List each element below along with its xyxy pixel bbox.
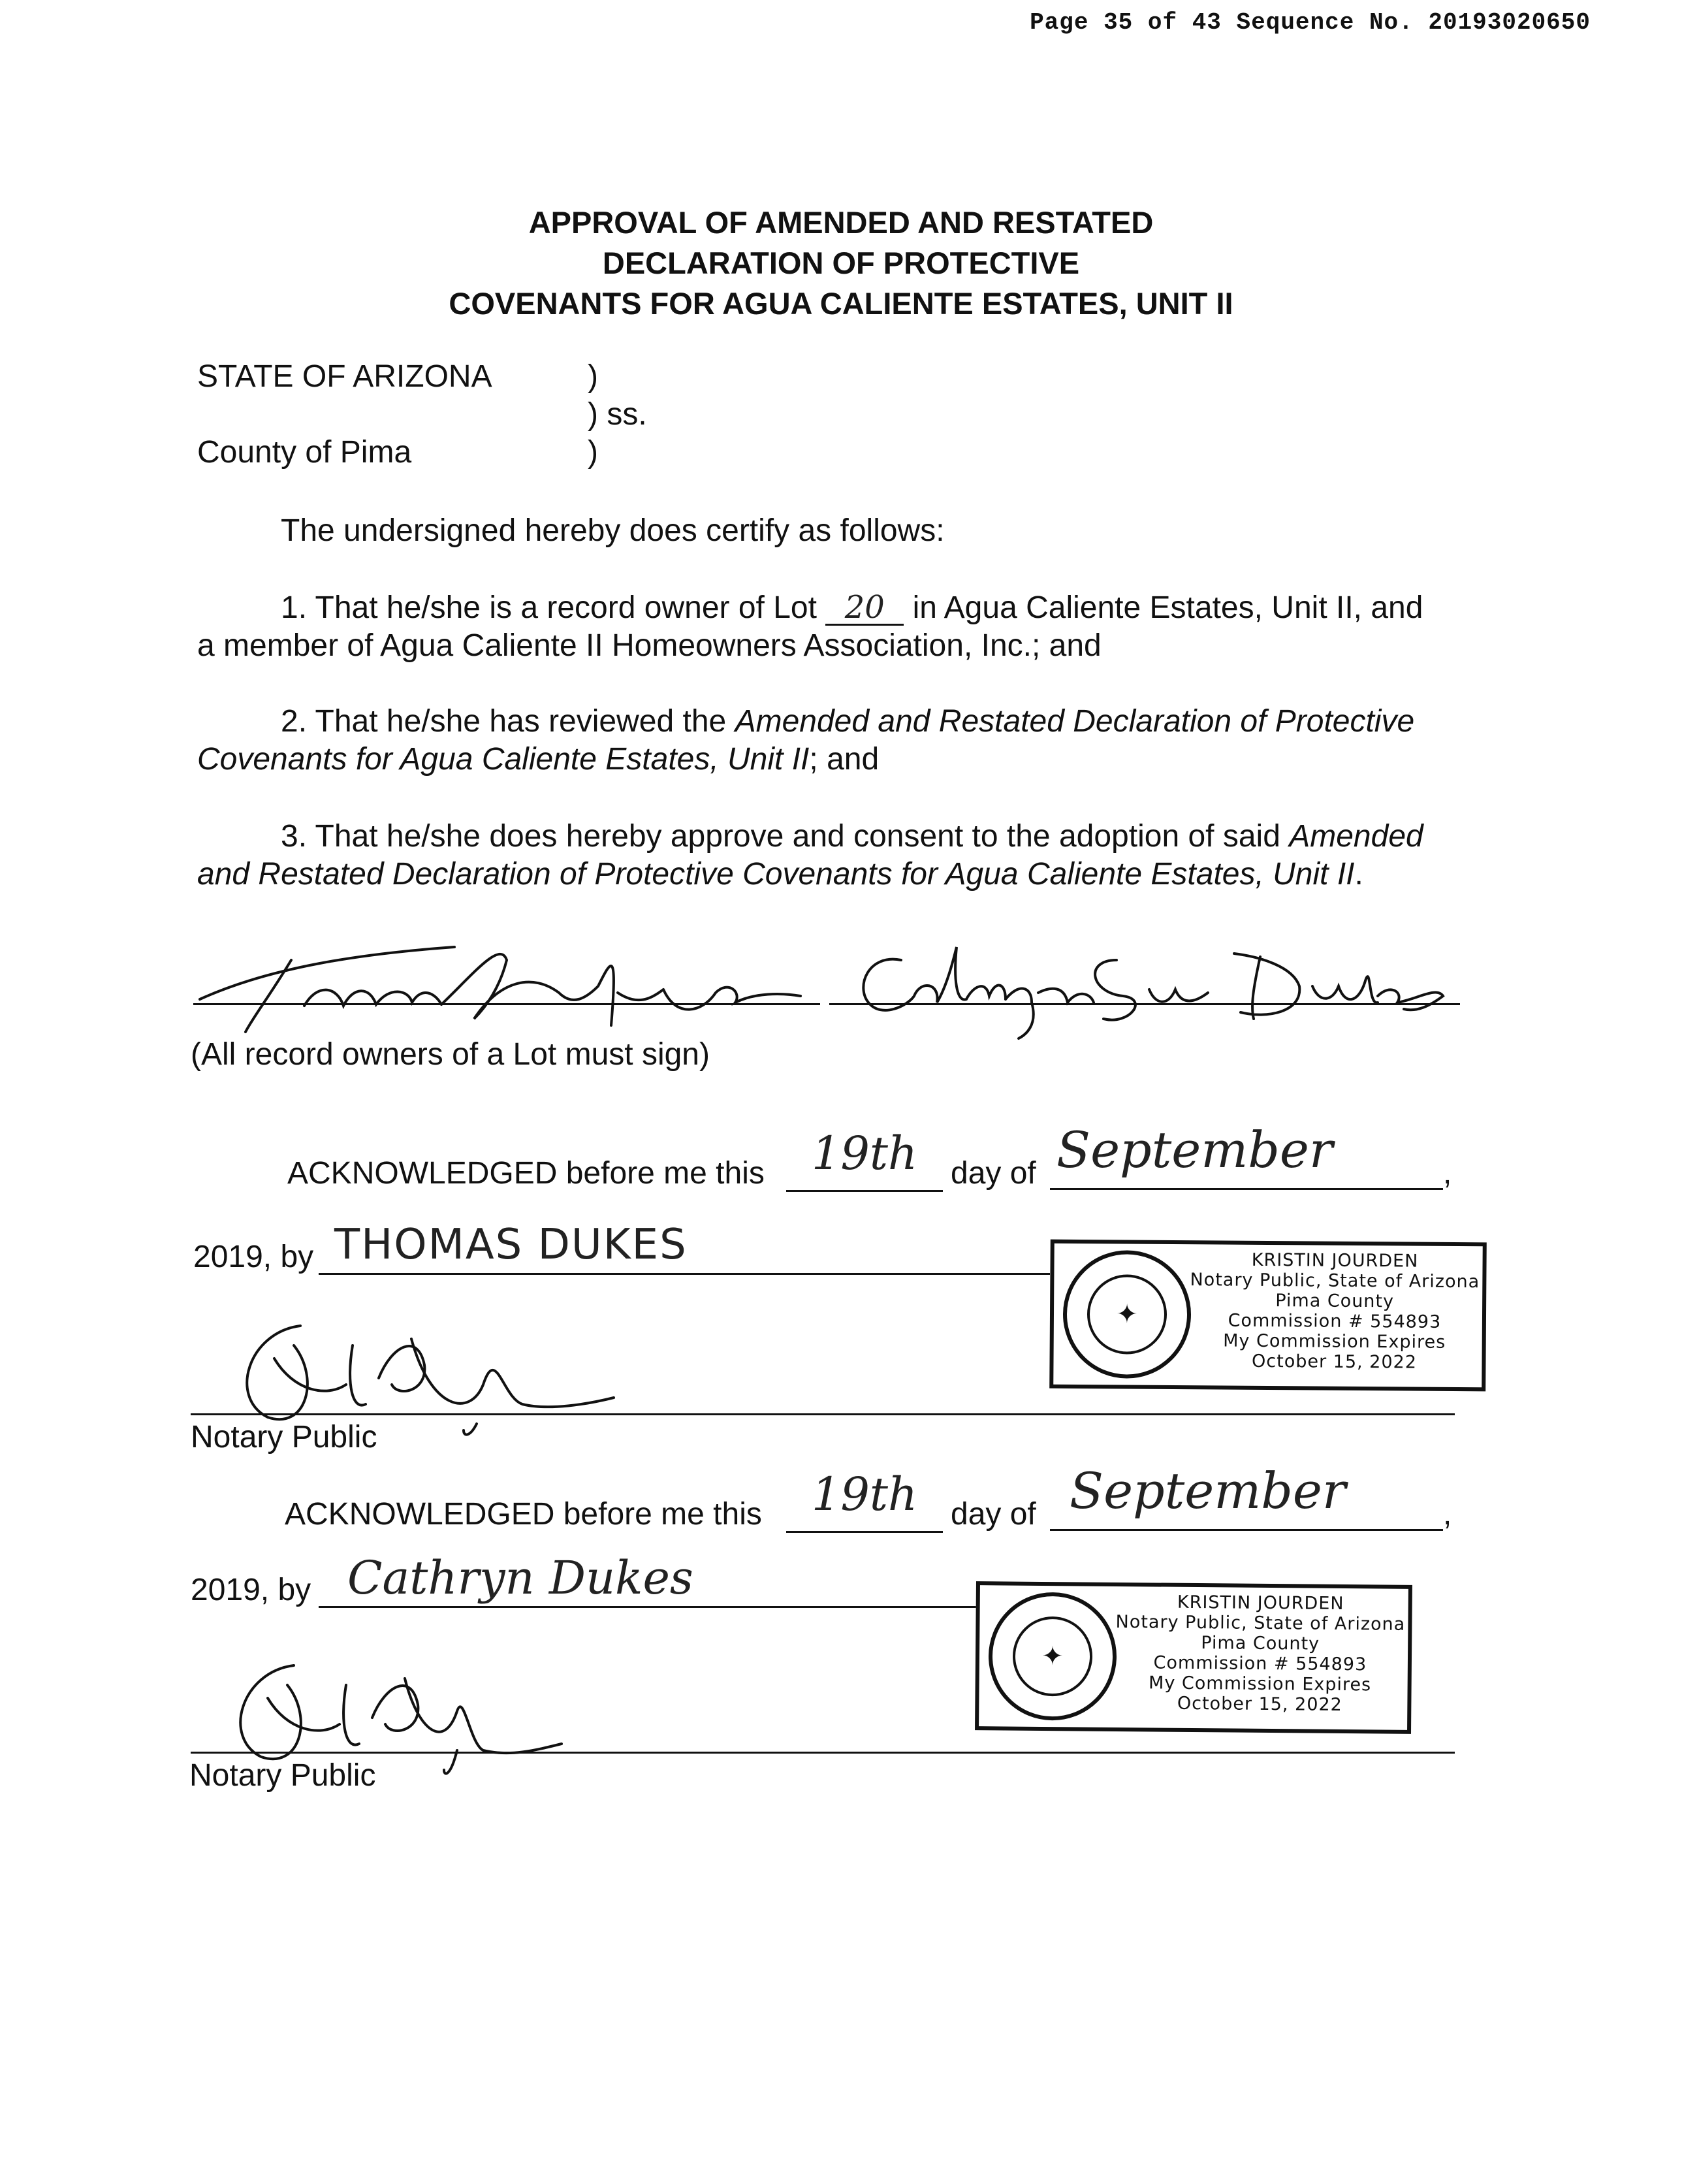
venue-paren-top: ): [588, 359, 598, 394]
ack-1-day-field: 19th: [786, 1117, 943, 1192]
item-2-italic-1: Amended and Restated Declaration of Protective: [735, 704, 1415, 739]
item-2-italic-2: Covenants for Agua Caliente Estates, Unit II: [197, 742, 810, 777]
item-2-line-2: [197, 741, 879, 779]
item-2-line-1: [281, 703, 1414, 741]
venue-paren-bottom: ): [588, 435, 598, 470]
stamp-2-expires-date: October 15, 2022: [1177, 1693, 1342, 1715]
ack-2-month-field: September: [1050, 1451, 1443, 1531]
stamp-2-title: Notary Public, State of Arizona: [1115, 1611, 1406, 1635]
ack-1-year-by: 2019, by: [193, 1240, 314, 1274]
stamp-1-text: [1184, 1249, 1485, 1373]
stamp-1-name: KRISTIN JOURDEN: [1251, 1249, 1419, 1272]
stamp-2-county: Pima County: [1201, 1633, 1320, 1654]
venue-state: STATE OF ARIZONA: [197, 359, 492, 394]
document-title-line-2: DECLARATION OF PROTECTIVE: [602, 246, 1080, 280]
item-3-italic-2: and Restated Declaration of Protective Covenants for Agua Caliente Estates, Unit II: [197, 857, 1355, 891]
notary-stamp-1: [1049, 1240, 1487, 1392]
venue-ss: ) ss.: [588, 397, 647, 432]
ack-1-prefix: ACKNOWLEDGED before me this: [287, 1156, 765, 1191]
ack-2-day-field: 19th: [786, 1458, 943, 1533]
ack-2-year-by: 2019, by: [191, 1573, 311, 1607]
ack-2-comma: ,: [1443, 1497, 1452, 1532]
notary-2-label: Notary Public: [189, 1758, 376, 1793]
notary-seal-1: [1062, 1250, 1191, 1379]
stamp-1-expires-label: My Commission Expires: [1223, 1330, 1446, 1353]
ack-1-day-of: day of: [951, 1156, 1036, 1191]
stamp-1-expires-date: October 15, 2022: [1251, 1351, 1418, 1373]
item-1-line-1: [281, 589, 1423, 627]
item-3-line-1: [281, 818, 1423, 856]
ack-1-name-field: THOMAS DUKES: [319, 1215, 1050, 1275]
notary-seal-2: [988, 1592, 1117, 1721]
ack-2-name-field: Cathryn Dukes: [319, 1548, 1050, 1608]
stamp-1-county: Pima County: [1275, 1291, 1395, 1312]
notary-1-signature-line: [191, 1413, 1455, 1415]
document-title-line-1: APPROVAL OF AMENDED AND RESTATED: [528, 205, 1154, 240]
stamp-1-commission: Commission # 554893: [1228, 1310, 1442, 1332]
item-3-line-2: [197, 856, 1363, 893]
lot-number-field: 20: [825, 591, 904, 626]
ack-1-comma: ,: [1443, 1156, 1452, 1191]
notary-2-signature-line: [191, 1752, 1455, 1754]
seal-emblem-icon: ✦: [1087, 1274, 1167, 1355]
venue-county: County of Pima: [197, 435, 412, 470]
notary-1-label: Notary Public: [191, 1420, 377, 1454]
owner-signature-note: (All record owners of a Lot must sign): [191, 1037, 710, 1072]
intro-statement: The undersigned hereby does certify as follows:: [281, 513, 945, 548]
stamp-2-commission: Commission # 554893: [1153, 1652, 1367, 1675]
stamp-2-text: [1109, 1592, 1411, 1716]
notary-signature-1: [196, 1306, 653, 1437]
item-3-suffix: .: [1354, 857, 1363, 891]
owner-signature-thomas-dukes: [193, 921, 820, 1045]
ack-2-day-of: day of: [951, 1497, 1036, 1532]
page-sequence-header: Page 35 of 43 Sequence No. 20193020650: [1030, 9, 1591, 36]
notary-stamp-2: [975, 1581, 1412, 1734]
document-title-line-3: COVENANTS FOR AGUA CALIENTE ESTATES, UNIT II: [449, 286, 1233, 321]
item-2-prefix: 2. That he/she has reviewed the: [281, 704, 727, 739]
seal-emblem-icon: ✦: [1012, 1616, 1092, 1697]
ack-1-month-field: September: [1050, 1110, 1443, 1190]
item-2-suffix: ; and: [809, 742, 880, 777]
ack-2-prefix: ACKNOWLEDGED before me this: [285, 1497, 762, 1532]
stamp-2-expires-label: My Commission Expires: [1148, 1673, 1372, 1695]
item-3-prefix: 3. That he/she does hereby approve and consent to the adoption of said: [281, 819, 1280, 854]
item-1-suffix: in Agua Caliente Estates, Unit II, and: [912, 590, 1423, 625]
item-1-line-2: a member of Agua Caliente II Homeowners Association, Inc.; and: [197, 628, 1102, 663]
owner-signature-cathryn-dukes: [842, 921, 1456, 1045]
item-1-prefix: 1. That he/she is a record owner of Lot: [281, 590, 817, 625]
stamp-1-title: Notary Public, State of Arizona: [1190, 1270, 1480, 1293]
stamp-2-name: KRISTIN JOURDEN: [1177, 1592, 1344, 1614]
item-3-italic-1: Amended: [1289, 819, 1423, 854]
